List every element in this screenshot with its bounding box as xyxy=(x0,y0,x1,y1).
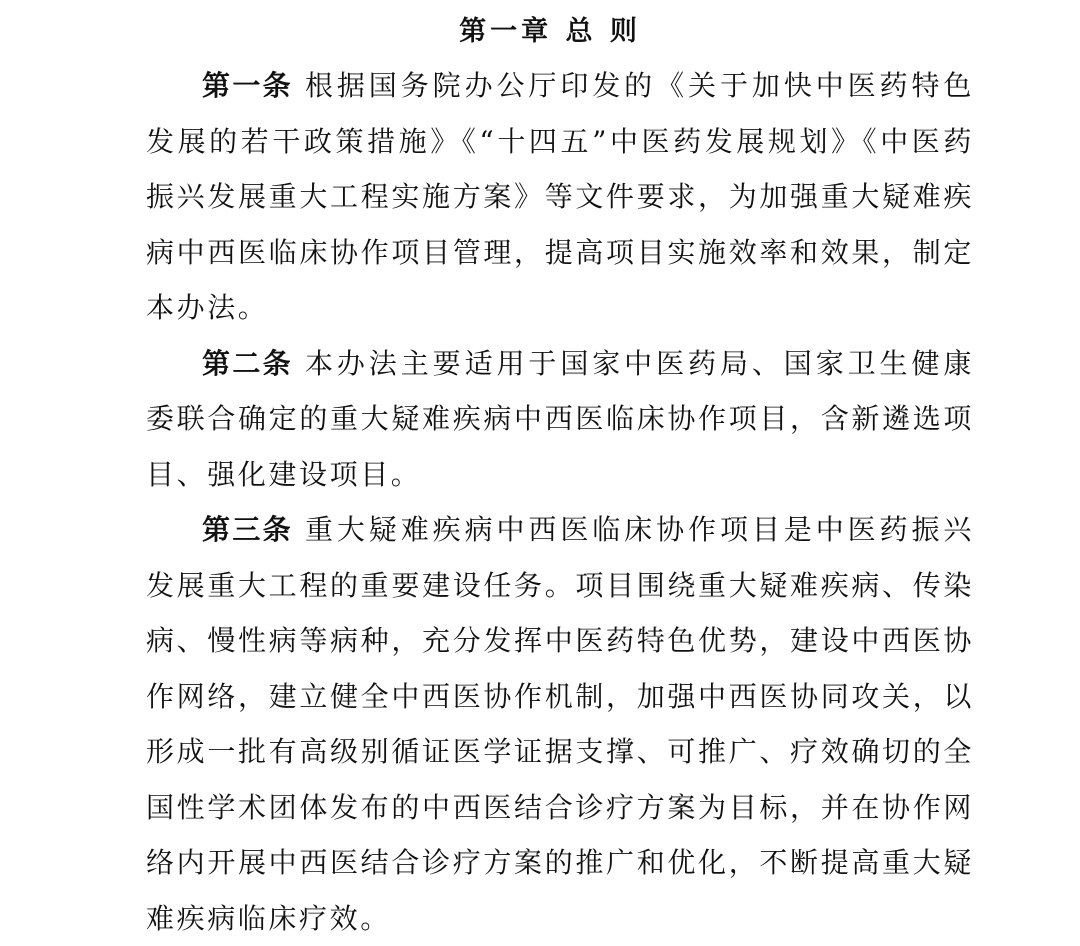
article-1-label: 第一条 xyxy=(202,69,293,102)
article-2-text: 本办法主要适用于国家中医药局、国家卫生健康委联合确定的重大疑难疾病中西医临床协作项目，含新遴选项目、强化建设项目。 xyxy=(146,346,974,491)
article-list xyxy=(146,58,974,946)
article-3-label: 第三条 xyxy=(202,513,293,546)
chapter-title: 第一章 总 则 xyxy=(459,16,641,47)
article-1-text: 根据国务院办公厅印发的《关于加快中医药特色发展的若干政策措施》《“十四五”中医药发展规划》《中医药振兴发展重大工程实施方案》等文件要求，为加强重大疑难疾病中西医临床协作项目管理，提高项目实施效率和效果，制定本办法。 xyxy=(146,69,974,324)
article-2-label: 第二条 xyxy=(202,346,293,380)
article-1 xyxy=(146,58,974,336)
article-3 xyxy=(146,502,974,946)
article-3-text: 重大疑难疾病中西医临床协作项目是中医药振兴发展重大工程的重要建设任务。项目围绕重大疑难疾病、传染病、慢性病等病种，充分发挥中医药特色优势，建设中西医协作网络，建立健全中西医协作机制，加强中西医协同攻关，以形成一批有高级别循证医学证据支撑、可推广、疗效确切的全国性学术团体发布的中西医结合诊疗方案为目标，并在协作网络内开展中西医结合诊疗方案的推广和优化，不断提高重大疑难疾病临床疗效。 xyxy=(146,513,974,935)
article-2 xyxy=(146,336,974,503)
